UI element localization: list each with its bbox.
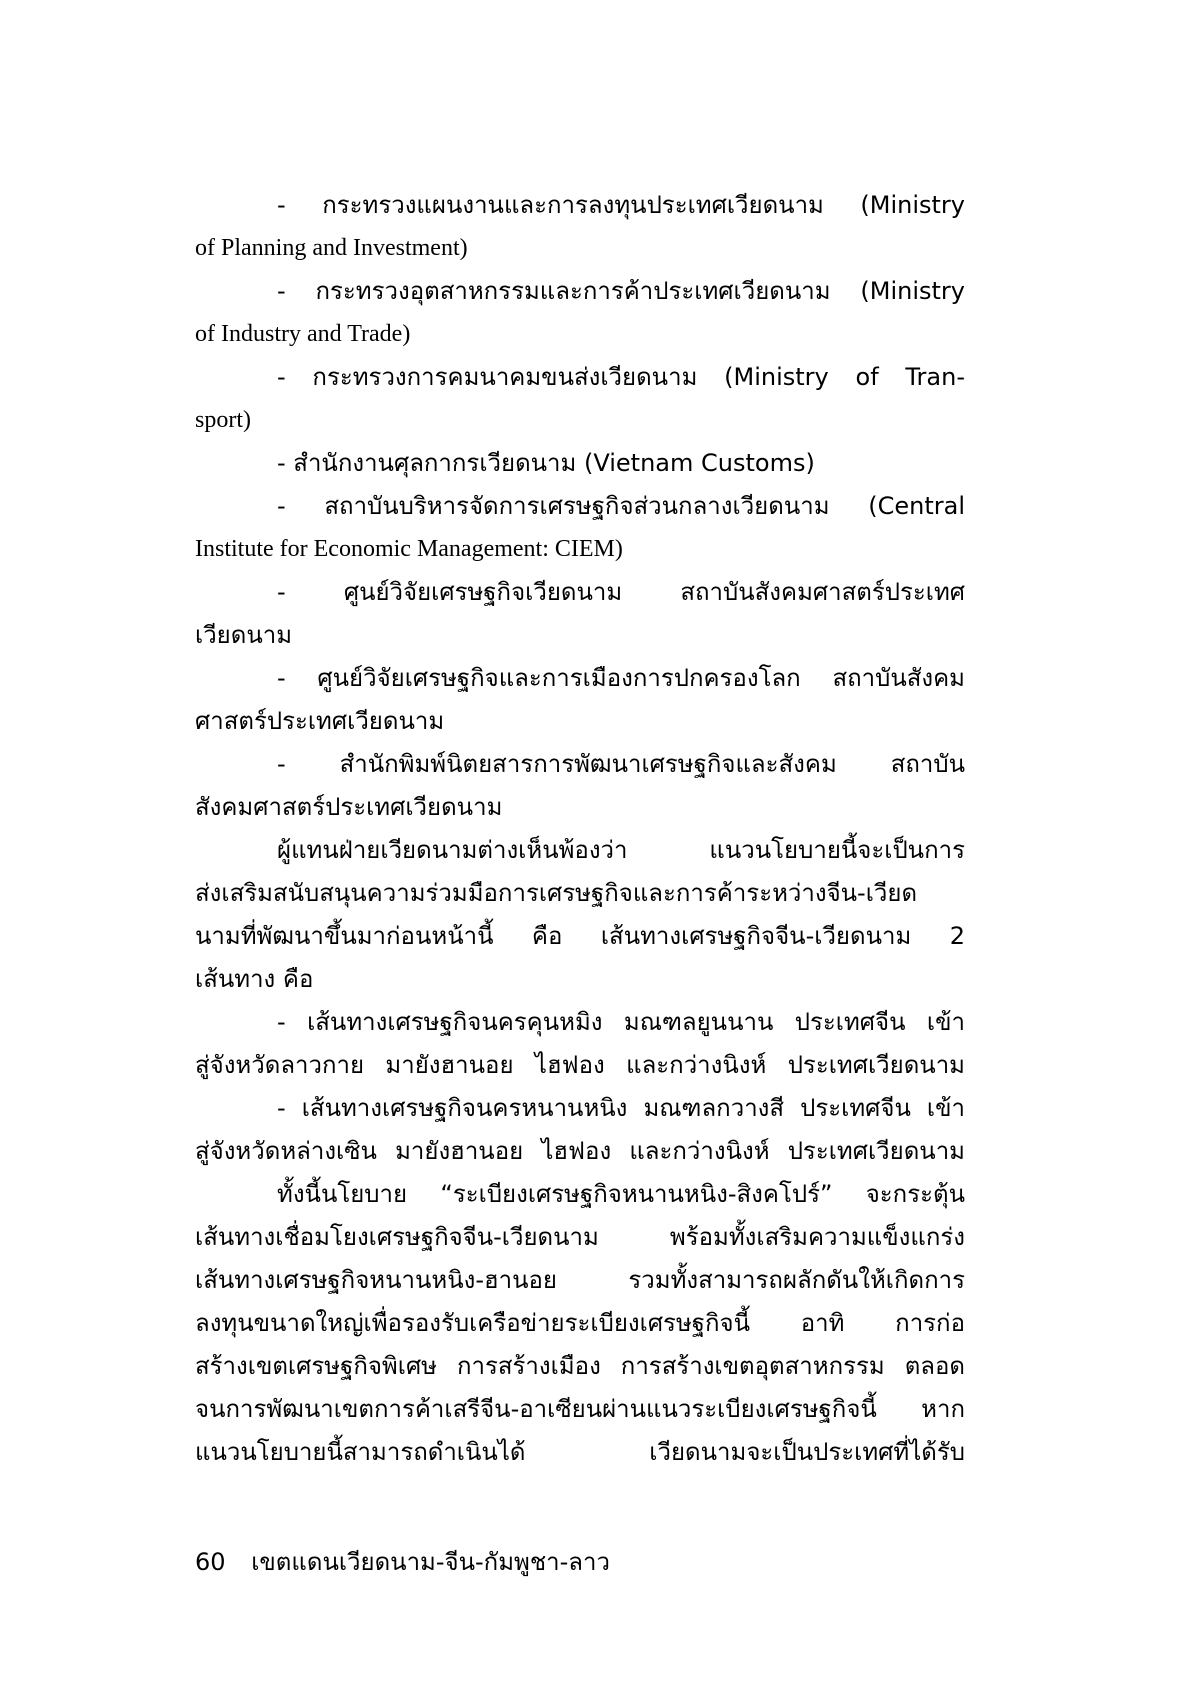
page-number: 60 [195, 1548, 226, 1576]
list-item-continuation: สังคมศาสตร์ประเทศเวียดนาม [195, 793, 503, 821]
list-item: - เส้นทางเศรษฐกิจนครหนานหนิง มณฑลกวางสี ประเทศจีน เข้า [277, 1094, 965, 1122]
list-item-continuation: of Planning and Investment) [195, 235, 468, 261]
list-item: - สำนักพิมพ์นิตยสารการพัฒนาเศรษฐกิจและสังคม สถาบัน [277, 750, 965, 778]
paragraph-line: ส่งเสริมสนับสนุนความร่วมมือการเศรษฐกิจและการค้าระหว่างจีน-เวียด [195, 879, 918, 907]
list-item: - สำนักงานศุลกากรเวียดนาม (Vietnam Customs) [277, 449, 815, 477]
list-item-continuation: สู่จังหวัดลาวกาย มายังฮานอย ไฮฟอง และกว่างนิงห์ ประเทศเวียดนาม [195, 1051, 965, 1079]
page-footer [195, 1542, 610, 1581]
paragraph-line: สร้างเขตเศรษฐกิจพิเศษ การสร้างเมือง การสร้างเขตอุตสาหกรรม ตลอด [195, 1352, 965, 1380]
list-item-continuation: สู่จังหวัดหล่างเซิน มายังฮานอย ไฮฟอง และกว่างนิงห์ ประเทศเวียดนาม [195, 1137, 965, 1165]
list-item: - กระทรวงการคมนาคมขนส่งเวียดนาม (Ministry of Tran- [277, 363, 965, 391]
paragraph-line: จนการพัฒนาเขตการค้าเสรีจีน-อาเซียนผ่านแนวระเบียงเศรษฐกิจนี้ หาก [195, 1395, 965, 1423]
list-item-continuation: of Industry and Trade) [195, 321, 411, 347]
paragraph-line: นามที่พัฒนาขึ้นมาก่อนหน้านี้ คือ เส้นทางเศรษฐกิจจีน-เวียดนาม 2 [195, 922, 965, 950]
list-item-continuation: Institute for Economic Management: CIEM) [195, 536, 623, 562]
list-item-continuation: เวียดนาม [195, 621, 293, 649]
list-item: - ศูนย์วิจัยเศรษฐกิจและการเมืองการปกครองโลก สถาบันสังคม [277, 664, 965, 692]
list-item: - เส้นทางเศรษฐกิจนครคุนหมิง มณฑลยูนนาน ประเทศจีน เข้า [277, 1008, 965, 1036]
running-title: เขตแดนเวียดนาม-จีน-กัมพูชา-ลาว [251, 1548, 610, 1576]
paragraph-line: เส้นทาง คือ [195, 965, 314, 993]
list-item: - กระทรวงแผนงานและการลงทุนประเทศเวียดนาม (Ministry [277, 191, 965, 219]
paragraph-line: แนวนโยบายนี้สามารถดำเนินได้ เวียดนามจะเป็นประเทศที่ได้รับ [195, 1438, 965, 1466]
paragraph-line: ลงทุนขนาดใหญ่เพื่อรองรับเครือข่ายระเบียงเศรษฐกิจนี้ อาทิ การก่อ [195, 1309, 965, 1337]
list-item-continuation: ศาสตร์ประเทศเวียดนาม [195, 707, 445, 735]
list-item-continuation: sport) [195, 407, 251, 433]
paragraph-line: ทั้งนี้นโยบาย “ระเบียงเศรษฐกิจหนานหนิง-สิงคโปร์” จะกระตุ้น [277, 1180, 965, 1208]
paragraph-line: เส้นทางเศรษฐกิจหนานหนิง-ฮานอย รวมทั้งสามารถผลักดันให้เกิดการ [195, 1266, 965, 1294]
list-item: - ศูนย์วิจัยเศรษฐกิจเวียดนาม สถาบันสังคมศาสตร์ประเทศ [277, 578, 965, 606]
body-text [195, 184, 965, 1474]
list-item: - กระทรวงอุตสาหกรรมและการค้าประเทศเวียดนาม (Ministry [277, 277, 965, 305]
paragraph-line: เส้นทางเชื่อมโยงเศรษฐกิจจีน-เวียดนาม พร้อมทั้งเสริมความแข็งแกร่ง [195, 1223, 965, 1251]
paragraph-line: ผู้แทนฝ่ายเวียดนามต่างเห็นพ้องว่า แนวนโยบายนี้จะเป็นการ [277, 836, 965, 864]
list-item: - สถาบันบริหารจัดการเศรษฐกิจส่วนกลางเวียดนาม (Central [277, 492, 965, 520]
